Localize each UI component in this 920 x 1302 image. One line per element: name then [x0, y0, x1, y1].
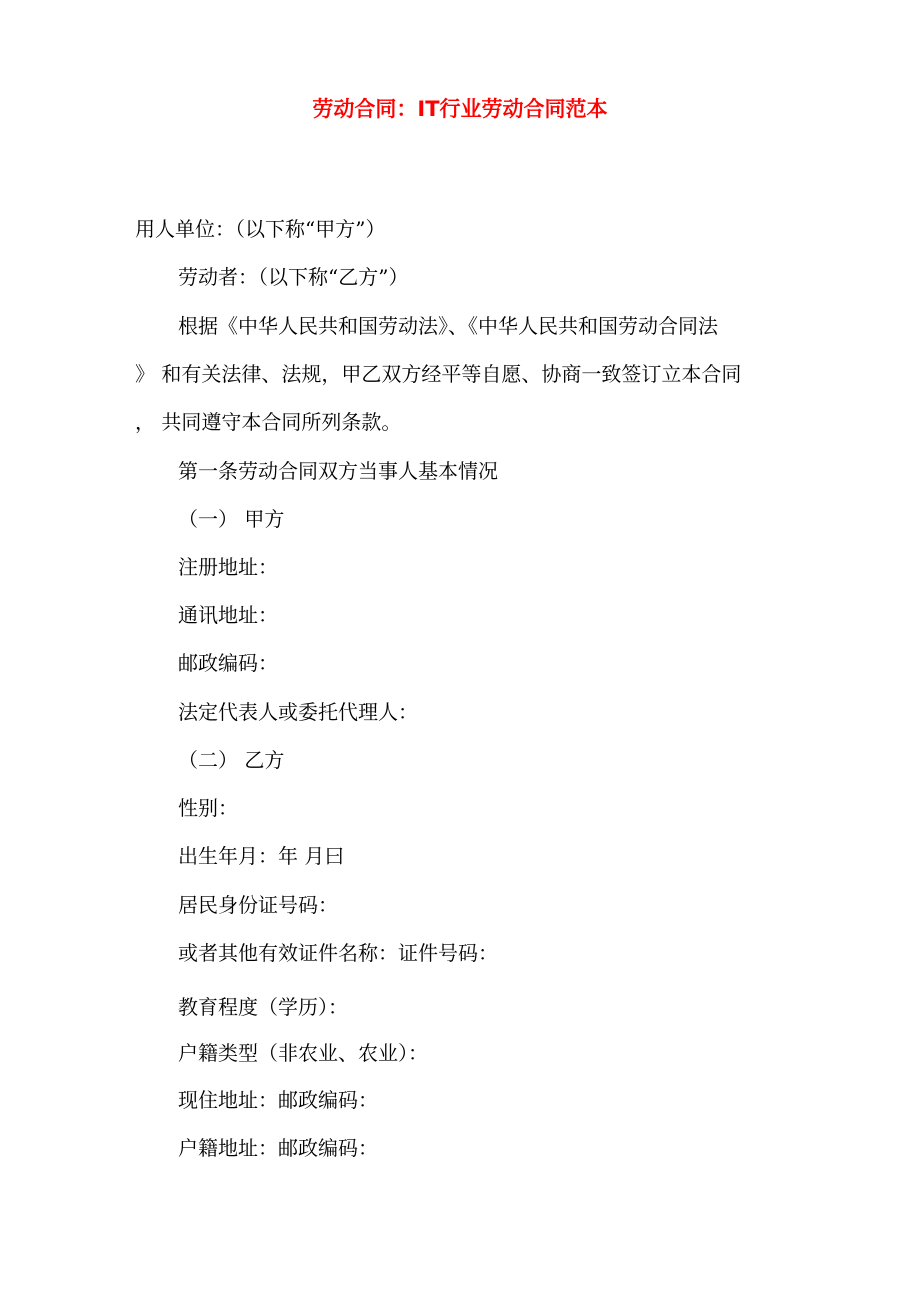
registered-address-field: 注册地址： [178, 555, 278, 579]
employee-line: 劳动者：（以下称“乙方”） [178, 265, 409, 289]
party-b-heading: （二） 乙方 [178, 748, 285, 772]
birth-date-field: 出生年月：年 月曰 [178, 844, 345, 868]
other-id-field: 或者其他有效证件名称：证件号码： [178, 941, 498, 965]
mailing-address-field: 通讯地址： [178, 603, 278, 627]
postal-code-field: 邮政编码： [178, 651, 278, 675]
education-field: 教育程度（学历）： [178, 995, 348, 1019]
id-number-field: 居民身份证号码： [178, 893, 338, 917]
party-a-heading: （一） 甲方 [178, 507, 285, 531]
current-address-field: 现住地址：邮政编码： [178, 1088, 378, 1112]
gender-field: 性别： [178, 796, 238, 820]
preamble-line-1: 根据《中华人民共和国劳动法》、《中华人民共和国劳动合同法 [178, 314, 718, 338]
household-address-field: 户籍地址：邮政编码： [178, 1136, 378, 1160]
employer-line: 用人单位：（以下称“甲方”） [135, 217, 386, 241]
legal-representative-field: 法定代表人或委托代理人： [178, 700, 418, 724]
article-1-heading: 第一条劳动合同双方当事人基本情况 [178, 459, 498, 483]
household-type-field: 户籍类型（非农业、农业）： [178, 1041, 428, 1065]
preamble-line-3: ， 共同遵守本合同所列条款。 [135, 410, 402, 434]
preamble-line-2: 》 和有关法律、法规，甲乙双方经平等自愿、协商一致签订立本合同 [135, 362, 742, 386]
document-title: 劳动合同：IT行业劳动合同范本 [312, 97, 608, 121]
